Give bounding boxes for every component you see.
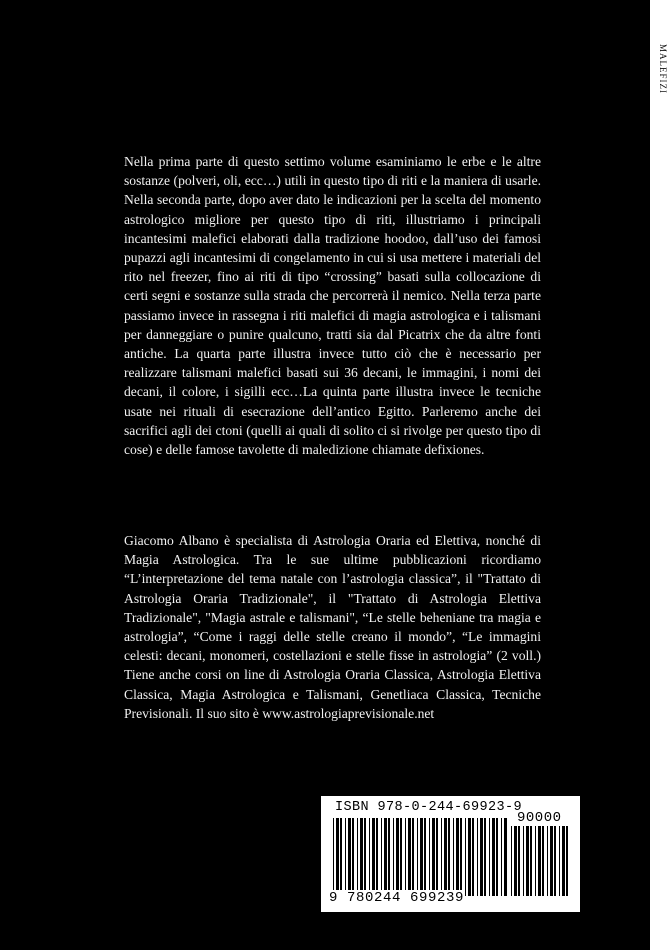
barcode-bar [412,818,414,896]
barcode-bar [550,826,553,896]
barcode-bar [472,818,474,896]
barcode-bar [340,818,342,896]
book-description: Nella prima parte di questo settimo volume esaminiamo le erbe e le altre sostanze (polveri, oli, ecc…) utili in questo tipo di riti e la maniera di usarle. Nella seconda parte, dopo aver dato le indicazioni per la scelta del momento astrologico migliore per questo tipo di riti, illustriamo i principali incantesimi malefici elaborati dalla tradizione hoodoo, dall’uso dei famosi pupazzi agli incantesimi di congelamento in cui si usa mettere i materiali del rito nel freezer, fino ai riti di tipo “crossing” basati sulla collocazione di certi segni e sostanze sulla strada che percorrerà il nemico. Nella terza parte passiamo invece in rassegna i riti malefici di magia astrologica e i talismani per danneggiare o punire qualcuno, tratti sia dal Picatrix che da altre fonti antiche. La quarta parte illustra invece tutto ciò che è necessario per realizzare talismani malefici basati sui 36 decani, le immagini, i nomi dei decani, il colore, i sigilli ecc…La quinta parte illustra invece le tecniche usate nei rituali di esecrazione dell’antico Egitto. Parleremo anche dei sacrifici agli dei ctoni (quelli ai quali di solito ci si rivolge per questo tipo di cose) e delle famose tavolette di maledizione chiamate defixiones. [124,154,541,458]
barcode-bar [477,818,478,896]
barcode-bar [432,818,435,896]
barcode-bar [538,826,541,896]
barcode-bar [504,818,507,896]
barcode-bar [562,826,565,896]
barcode-bar [388,818,390,896]
barcode-bar [542,826,544,896]
barcode-bar [559,826,560,896]
barcode-bar [417,818,418,896]
barcode-bar [484,818,486,896]
barcode-bar [429,818,430,896]
barcode-bar [345,818,346,896]
barcode-bar [357,818,358,896]
barcode-main-bars [333,818,509,896]
barcode-bar [393,818,394,896]
barcode-bar [333,818,334,896]
barcode-bar [511,826,512,896]
isbn-label: ISBN 978-0-244-69923-9 [335,800,523,815]
barcode-addon-digits: 90000 [517,810,562,826]
barcode-bar [526,826,529,896]
barcode-bar [369,818,370,896]
author-bio: Giacomo Albano è specialista di Astrologia Oraria ed Elettiva, nonché di Magia Astrologica. Tra le sue ultime pubblicazioni ricordiamo “L’interpretazione del tema natale con l’astrologia classica”, il "Trattato di Astrologia Oraria Tradizionale", il "Trattato di Astrologia Elettiva Tradizionale", "Magia astrale e talismani", “Le stelle beheniane tra magia e astrologia”, “Come i raggi delle stelle creano il mondo”, “Le immagini celesti: decani, monomeri, costellazioni e stelle fisse in astrologia” (2 voll.) Tiene anche corsi on line di Astrologia Oraria Classica, Astrologia Elettiva Classica, Magia Astrologica e Talismani, Genetliaca Classica, Tecniche Previsionali. Il suo sito è www.astrologiaprevisionale.net [124,533,541,721]
barcode-bar [554,826,556,896]
barcode-bar [384,818,387,896]
spine-title: MALEFIZI [658,44,668,94]
barcode-bar [352,818,354,896]
barcode-bar [453,818,454,896]
barcode-bar [364,818,366,896]
barcode-bar [492,818,495,896]
barcode-bar [396,818,399,896]
barcode-bar [376,818,378,896]
barcode-bar [408,818,411,896]
barcode-bar [480,818,483,896]
barcode-bar [441,818,442,896]
barcode-bar [501,818,502,896]
barcode-bar [489,818,490,896]
barcode-bar [348,818,351,896]
barcode-bar [535,826,536,896]
barcode-bar [448,818,450,896]
isbn-barcode [321,796,580,912]
barcode-bar [400,818,402,896]
barcode-bar [547,826,548,896]
barcode-bar [460,818,462,896]
barcode-bar [518,826,520,896]
barcode-bar [523,826,524,896]
barcode-bar [420,818,423,896]
barcode-bar [468,818,471,896]
barcode-bar [456,818,459,896]
book-spine [650,0,670,950]
barcode-bar [424,818,426,896]
barcode-bar [372,818,375,896]
barcode-bar [405,818,406,896]
barcode-bar [444,818,447,896]
barcode-ean-digits: 9 780244 699239 [329,890,465,906]
barcode-bar [436,818,438,896]
barcode-addon-bars [511,826,569,896]
barcode-bar [360,818,363,896]
barcode-bar [530,826,532,896]
barcode-bar [465,818,466,896]
barcode-bar [514,826,517,896]
barcode-bar [336,818,339,896]
barcode-bar [381,818,382,896]
barcode-bar [566,826,568,896]
barcode-bar [496,818,498,896]
